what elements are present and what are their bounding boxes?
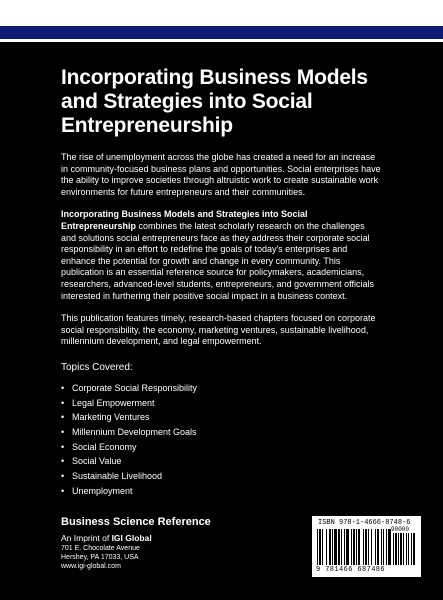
barcode-bar (365, 529, 367, 565)
topic-item (61, 381, 381, 396)
bullet-icon: • (61, 397, 65, 408)
barcode-bar (358, 529, 360, 565)
barcode-bar (341, 529, 342, 565)
topic-item (61, 454, 381, 469)
barcode-bar (393, 533, 394, 565)
topic-label: Legal Empowerment (72, 397, 155, 408)
address-line-1: 701 E. Chocolate Avenue (61, 545, 140, 552)
barcode-bar (344, 529, 345, 565)
barcode-bar (338, 529, 340, 565)
barcode-bar (386, 529, 387, 565)
website-link[interactable]: www.igi-global.com (61, 563, 121, 570)
publication-paragraph: This publication features timely, research-based chapters focused on corporate social responsibility, the economy, marketing ventures, sustainable livelihood, millennium development, and legal empowerment. (61, 313, 376, 347)
barcode-bars (317, 529, 416, 567)
barcode-bar (377, 529, 379, 565)
imprint-name: IGI Global (111, 533, 152, 543)
bullet-icon: • (61, 382, 65, 393)
topic-label: Sustainable Livelihood (72, 471, 163, 482)
barcode-bar (381, 529, 382, 565)
bullet-icon: • (61, 485, 65, 496)
barcode-bar (403, 533, 404, 565)
barcode-supplement: 90000 (391, 526, 410, 533)
bullet-icon: • (61, 456, 65, 467)
publisher-info (61, 516, 211, 571)
topic-label: Millennium Development Goals (72, 427, 197, 438)
topic-label: Corporate Social Responsibility (72, 382, 198, 393)
barcode-bar (395, 533, 397, 565)
barcode-bar (353, 529, 355, 565)
back-cover-content (61, 66, 381, 499)
barcode-bar (368, 529, 369, 565)
isbn-barcode (312, 516, 421, 577)
topic-label: Unemployment (72, 485, 133, 496)
description-title: Incorporating Business Models and Strategies into Social Entrepreneurship (61, 209, 308, 231)
barcode-bar (351, 529, 352, 565)
book-title: Incorporating Business Models and Strategies into Social Entrepreneurship (61, 66, 368, 137)
bullet-icon: • (61, 412, 65, 423)
barcode-bar (329, 529, 331, 565)
topic-item (61, 410, 381, 425)
topics-list (61, 381, 381, 499)
bullet-icon: • (61, 471, 65, 482)
isbn-text: ISBN 978-1-4666-8748-6 (318, 519, 411, 527)
description-text: combines the latest scholarly research on the challenges and solutions social entrepreneurs face as they address their corporate social responsibility in an effort to redefine the goals of today's enterprises and enhance the potential for growth and change in every community. This publication is an essential reference source for policymakers, academicians, researchers, advanced-level students, entrepreneurs, and government officials interested in furthering their positive social impact in a business context. (61, 220, 375, 301)
publisher-brand: Business Science Reference (61, 516, 211, 528)
barcode-bar (346, 529, 349, 565)
topic-item (61, 440, 381, 455)
barcode-bar (398, 533, 399, 565)
barcode-bar (383, 529, 384, 565)
barcode-bar (413, 533, 415, 565)
imprint-prefix: An Imprint of (61, 533, 112, 543)
barcode-number: 9 781466 687486 (316, 566, 386, 574)
barcode-bar (400, 533, 402, 565)
topic-label: Social Economy (72, 441, 137, 452)
barcode-bar (388, 529, 391, 565)
imprint-line (61, 533, 211, 544)
intro-paragraph: The rise of unemployment across the globe has created a need for an increase in community-focused business plans and opportunities. Social enterprises have the ability to improve societies through altruistic work to create sustainable work environments for future entrepreneurs and their communities. (61, 152, 381, 197)
barcode-bar (363, 529, 364, 565)
barcode-bar (356, 529, 357, 565)
barcode-bar (326, 529, 327, 565)
barcode-bar (317, 529, 318, 565)
barcode-bar (322, 529, 323, 565)
topics-heading: Topics Covered: (61, 361, 133, 373)
barcode-bar (375, 529, 376, 565)
bullet-icon: • (61, 427, 65, 438)
barcode-bar (332, 529, 333, 565)
topic-item (61, 484, 381, 499)
barcode-graphic (317, 529, 416, 567)
topic-item (61, 469, 381, 484)
topic-label: Marketing Ventures (72, 412, 150, 423)
address-line-2: Hershey, PA 17033, USA (61, 554, 139, 561)
bullet-icon: • (61, 441, 65, 452)
description-paragraph (61, 209, 381, 302)
barcode-bar (411, 533, 412, 565)
topic-label: Social Value (72, 456, 122, 467)
topic-item (61, 396, 381, 411)
barcode-bar (406, 533, 407, 565)
barcode-bar (408, 533, 409, 565)
barcode-bar (371, 529, 372, 565)
barcode-bar (334, 529, 337, 565)
top-accent-bar (0, 26, 443, 39)
topic-item (61, 425, 381, 440)
barcode-bar (319, 529, 321, 565)
